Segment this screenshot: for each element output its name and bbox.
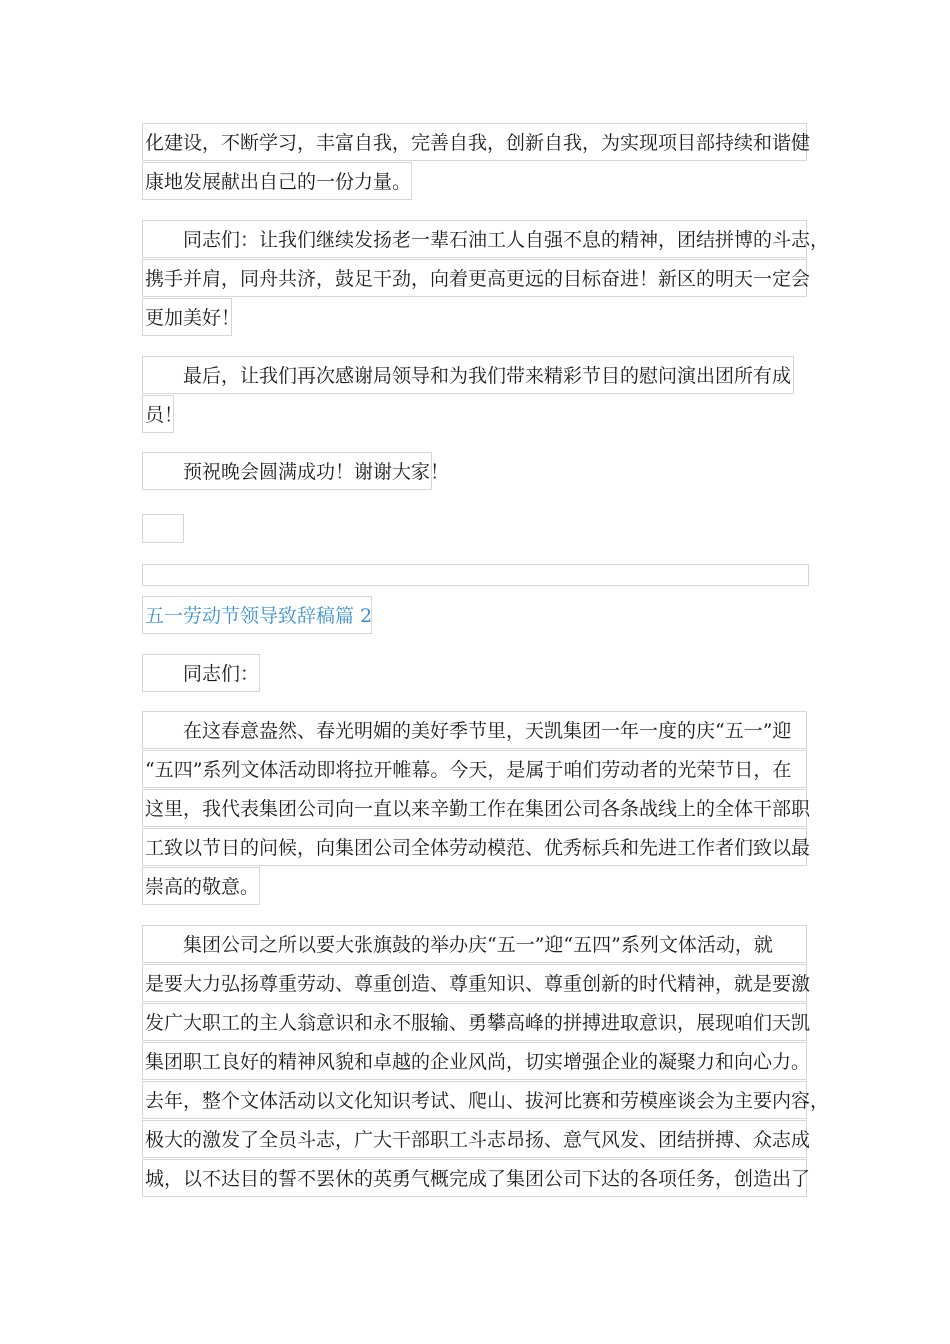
- section-divider-box: [142, 564, 809, 586]
- paragraph-line: 极大的激发了全员斗志，广大干部职工斗志昂扬、意气风发、团结拼搏、众志成: [142, 1120, 807, 1158]
- paragraph-line: 预祝晚会圆满成功！谢谢大家！: [142, 452, 432, 490]
- paragraph-line: “五四”系列文体活动即将拉开帷幕。今天，是属于咱们劳动者的光荣节日，在: [142, 750, 807, 788]
- paragraph-line: 城，以不达目的誓不罢休的英勇气概完成了集团公司下达的各项任务，创造出了: [142, 1159, 807, 1197]
- paragraph-line: 化建设，不断学习，丰富自我，完善自我，创新自我，为实现项目部持续和谐健: [142, 123, 807, 161]
- paragraph-line: 是要大力弘扬尊重劳动、尊重创造、尊重知识、尊重创新的时代精神，就是要激: [142, 964, 807, 1002]
- paragraph-line: 在这春意盎然、春光明媚的美好季节里，天凯集团一年一度的庆“五一”迎: [142, 711, 807, 749]
- paragraph-line: 集团职工良好的精神风貌和卓越的企业风尚，切实增强企业的凝聚力和向心力。: [142, 1042, 807, 1080]
- paragraph-line: 同志们：: [142, 654, 260, 692]
- paragraph-line: 更加美好！: [142, 298, 232, 336]
- paragraph-line: 崇高的敬意。: [142, 867, 260, 905]
- paragraph-line: 康地发展献出自己的一份力量。: [142, 162, 412, 200]
- paragraph-line: 发广大职工的主人翁意识和永不服输、勇攀高峰的拼搏进取意识，展现咱们天凯: [142, 1003, 807, 1041]
- paragraph-line: 这里，我代表集团公司向一直以来辛勤工作在集团公司各条战线上的全体干部职: [142, 789, 807, 827]
- paragraph-line: 工致以节日的问候，向集团公司全体劳动模范、优秀标兵和先进工作者们致以最: [142, 828, 807, 866]
- paragraph-line: 集团公司之所以要大张旗鼓的举办庆“五一”迎“五四”系列文体活动，就: [142, 925, 807, 963]
- paragraph-line: 去年，整个文体活动以文化知识考试、爬山、拔河比赛和劳模座谈会为主要内容，: [142, 1081, 807, 1119]
- paragraph-line: 同志们：让我们继续发扬老一辈石油工人自强不息的精神，团结拼博的斗志，: [142, 220, 807, 258]
- paragraph-line: 最后，让我们再次感谢局领导和为我们带来精彩节目的慰问演出团所有成: [142, 356, 794, 394]
- paragraph-line: 携手并肩，同舟共济，鼓足干劲，向着更高更远的目标奋进！新区的明天一定会: [142, 259, 807, 297]
- paragraph-line: 员！: [142, 395, 174, 433]
- section-heading: 五一劳动节领导致辞稿篇 2: [142, 596, 372, 634]
- empty-line-box: [142, 514, 184, 543]
